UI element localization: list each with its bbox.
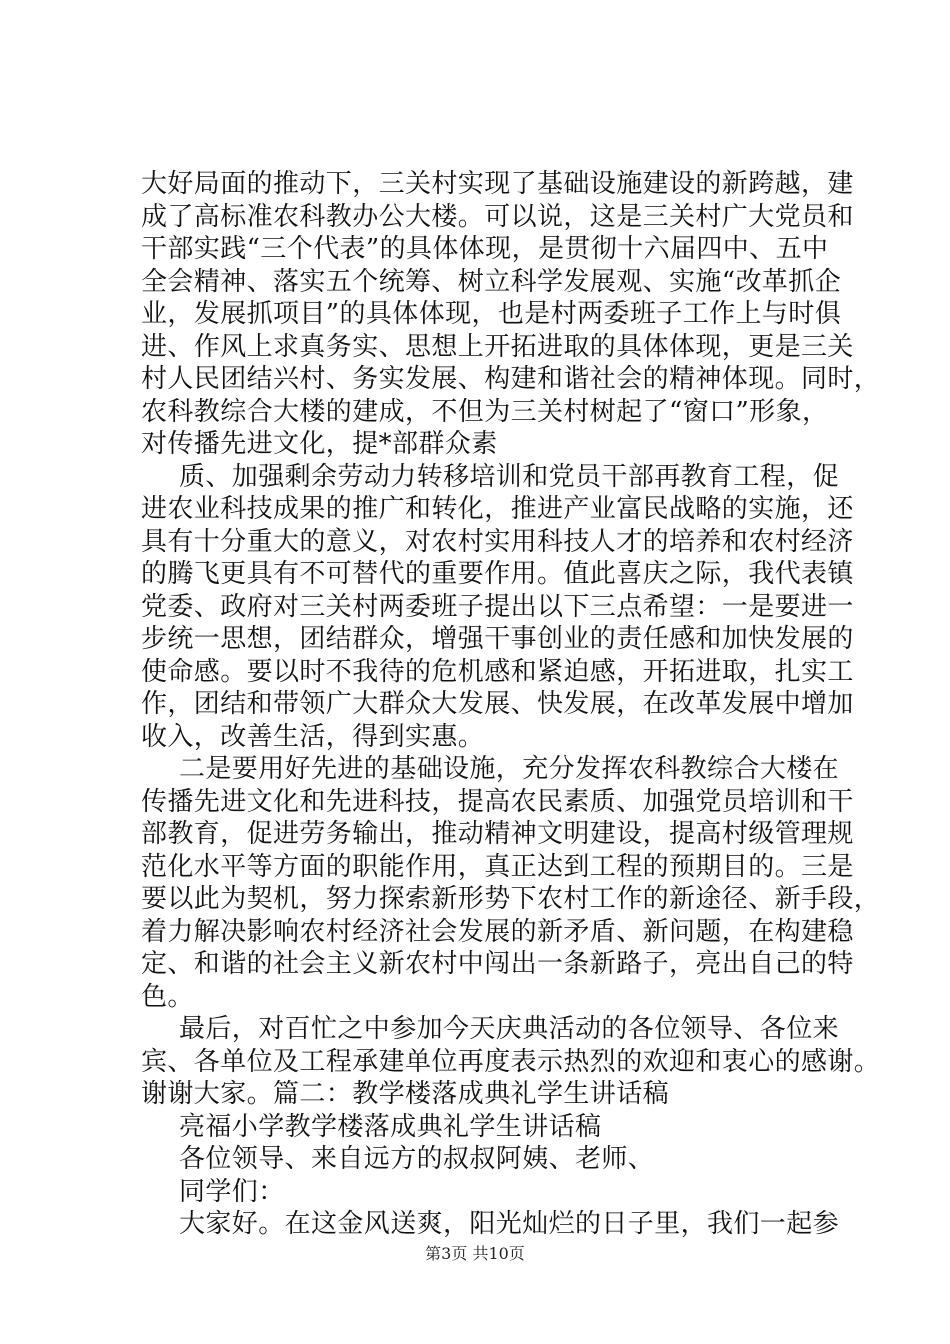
paragraph-start-line: 最后，对百忙之中参加今天庆典活动的各位领导、各位来 (179, 1014, 840, 1044)
page-number-footer: 第3页 共10页 (425, 1244, 525, 1263)
text-line: 村人民团结兴村、务实发展、构建和谐社会的精神体现。同时， (141, 364, 881, 394)
text-line: 干部实践“三个代表”的具体体现，是贯彻十六届四中、五中 (141, 234, 829, 264)
paragraph-start-line: 大家好。在这金风送爽，阳光灿烂的日子里，我们一起参 (179, 1209, 840, 1239)
salutation-line: 同学们： (179, 1176, 285, 1207)
text-line: 具有十分重大的意义，对农村实用科技人才的培养和农村经济 (141, 526, 854, 557)
text-line: 全会精神、落实五个统筹、树立科学发展观、实施“改革抓企 (141, 266, 842, 297)
text-line: 使命感。要以时不我待的危机感和紧迫感，开拓进取，扎实工 (141, 656, 854, 687)
text-line: 步统一思想，团结群众，增强干事创业的责任感和加快发展的 (141, 624, 854, 654)
text-line: 谢谢大家。篇二：教学楼落成典礼学生讲话稿 (141, 1079, 670, 1109)
text-line: 业，发展抓项目”的具体体现，也是村两委班子工作上与时俱 (141, 299, 842, 329)
text-line: 作，团结和带领广大群众大发展、快发展，在改革发展中增加 (141, 689, 854, 719)
text-line: 党委、政府对三关村两委班子提出以下三点希望：一是要进一 (141, 591, 854, 622)
text-line: 部教育，促进劳务输出，推动精神文明建设，提高村级管理规 (141, 819, 854, 849)
salutation-line: 各位领导、来自远方的叔叔阿姨、老师、 (179, 1144, 655, 1174)
paragraph-start-line: 质、加强剩余劳动力转移培训和党员干部再教育工程，促 (179, 461, 840, 492)
text-line: 进农业科技成果的推广和转化，推进产业富民战略的实施，还 (141, 494, 854, 524)
text-line: 收入，改善生活，得到实惠。 (141, 721, 485, 752)
paragraph-start-line: 二是要用好先进的基础设施，充分发挥农科教综合大楼在 (179, 754, 840, 784)
document-body (141, 168, 881, 1241)
text-line: 色。 (141, 981, 194, 1012)
text-line: 定、和谐的社会主义新农村中闯出一条新路子，亮出自己的特 (141, 949, 854, 979)
section-title-line: 亮福小学教学楼落成典礼学生讲话稿 (179, 1111, 602, 1142)
text-line: 大好局面的推动下，三关村实现了基础设施建设的新跨越，建 (141, 169, 854, 199)
text-line: 要以此为契机，努力探索新形势下农村工作的新途径、新手段， (141, 884, 881, 914)
text-line: 成了高标准农科教办公大楼。可以说，这是三关村广大党员和 (141, 201, 854, 232)
text-line: 传播先进文化和先进科技，提高农民素质、加强党员培训和干 (141, 786, 854, 817)
text-line: 对传播先进文化，提*部群众素 (141, 429, 498, 459)
text-line: 的腾飞更具有不可替代的重要作用。值此喜庆之际，我代表镇 (141, 559, 854, 589)
text-line: 农科教综合大楼的建成，不但为三关村树起了“窗口”形象， (141, 396, 829, 427)
text-line: 范化水平等方面的职能作用，真正达到工程的预期目的。三是 (141, 851, 854, 882)
text-line: 宾、各单位及工程承建单位再度表示热烈的欢迎和衷心的感谢。 (141, 1046, 881, 1077)
text-line: 进、作风上求真务实、思想上开拓进取的具体体现，更是三关 (141, 331, 854, 362)
text-line: 着力解决影响农村经济社会发展的新矛盾、新问题，在构建稳 (141, 916, 854, 947)
